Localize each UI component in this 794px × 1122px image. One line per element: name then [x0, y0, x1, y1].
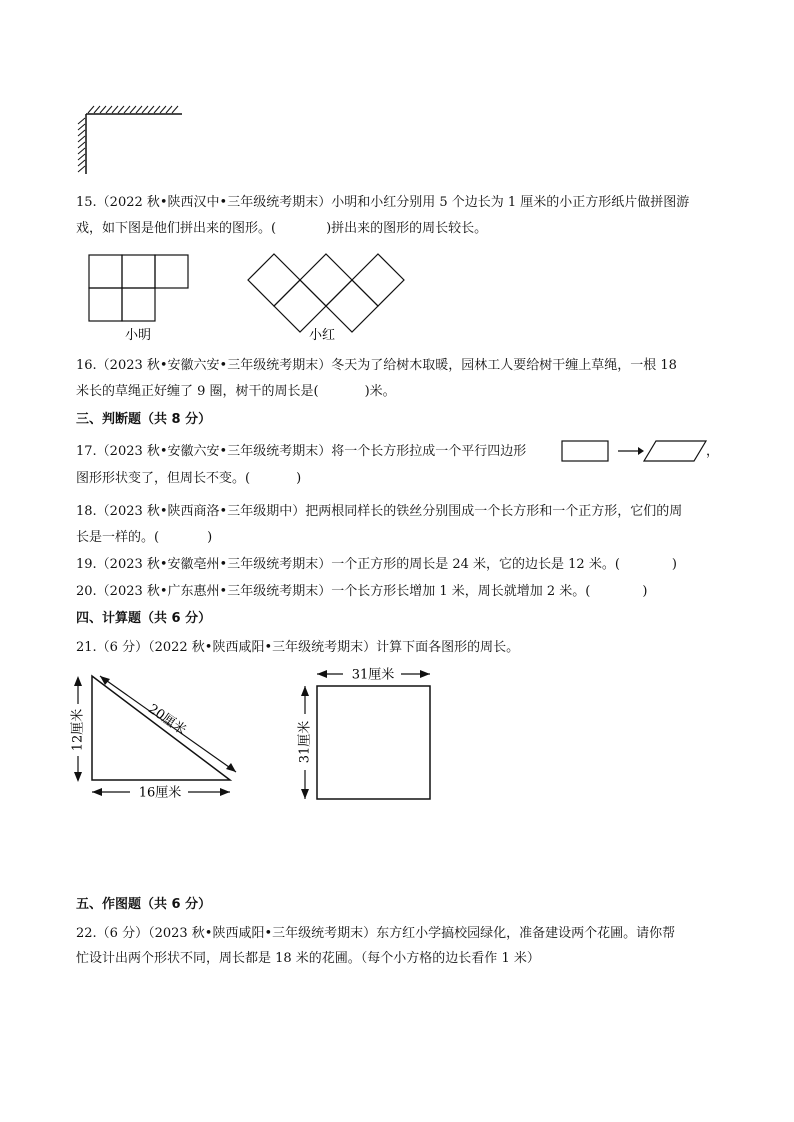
q18-line2-pre: 长是一样的。( — [76, 530, 160, 545]
section3-heading: 三、判断题（共 8 分） — [76, 412, 212, 427]
q17-rectangle — [562, 441, 608, 461]
q19-line — [76, 556, 677, 574]
q15-line2-pre: 戏，如下图是他们拼出来的图形。( — [76, 221, 277, 236]
q21-triangle-figure — [70, 668, 250, 803]
xiaohong-shape — [248, 254, 404, 332]
q16-line2-post: )米。 — [364, 384, 396, 399]
q15-figures — [80, 246, 410, 348]
q19-pre: 19.（2023 秋•安徽亳州•三年级统考期末）一个正方形的周长是 24 米，它的边长是 12 米。( — [76, 557, 620, 572]
section4-heading: 四、计算题（共 6 分） — [76, 611, 212, 626]
q20-line — [76, 583, 647, 601]
q17-arrow-head — [638, 447, 644, 455]
sq-top-label: 31厘米 — [351, 667, 395, 683]
q16-line2-pre: 米长的草绳正好缠了 9 圈，树干的周长是( — [76, 384, 319, 399]
q15-line2 — [76, 220, 487, 238]
q18-line1: 18.（2023 秋•陕西商洛•三年级期中）把两根同样长的铁丝分别围成一个长方形和一个正方形，它们的周 — [76, 504, 683, 519]
q22-line1: 22.（6 分）（2023 秋•陕西咸阳•三年级统考期末）东方红小学搞校园绿化，准备建设两个花圃。请你帮 — [76, 926, 676, 941]
q17-line2-pre: 图形形状变了，但周长不变。( — [76, 471, 251, 486]
square-shape — [317, 686, 430, 799]
q17-line1-tail: ， — [706, 444, 720, 459]
q21-square-figure — [295, 664, 440, 804]
q18-line2 — [76, 529, 212, 547]
q20-post: ) — [642, 584, 648, 599]
q17-line2-post: ) — [296, 471, 302, 486]
section5-heading: 五、作图题（共 6 分） — [76, 897, 212, 912]
q19-post: ) — [671, 557, 677, 572]
q22-line2: 忙设计出两个形状不同，周长都是 18 米的花圃。（每个小方格的边长看作 1 米） — [76, 951, 540, 966]
q17-parallelogram — [644, 441, 706, 461]
q16-line2 — [76, 383, 396, 401]
xiaoming-label: 小明 — [124, 328, 152, 343]
q18-line2-post: ) — [207, 530, 213, 545]
sq-left-label: 31厘米 — [297, 720, 313, 764]
q21-line1: 21.（6 分）（2022 秋•陕西咸阳•三年级统考期末）计算下面各图形的周长。 — [76, 640, 520, 655]
q15-line1: 15.（2022 秋•陕西汉中•三年级统考期末）小明和小红分别用 5 个边长为 1 厘米的小正方形纸片做拼图游 — [76, 195, 690, 210]
q16-line1: 16.（2023 秋•安徽六安•三年级统考期末）冬天为了给树木取暖，园林工人要给树干缠上草绳，一根 18 — [76, 358, 677, 373]
tri-base-label: 16厘米 — [138, 785, 182, 801]
xiaohong-label: 小红 — [308, 328, 336, 343]
q15-line2-post: )拼出来的图形的周长较长。 — [326, 221, 488, 236]
xiaoming-shape — [89, 255, 188, 321]
q20-pre: 20.（2023 秋•广东惠州•三年级统考期末）一个长方形长增加 1 米，周长就增加 2 米。( — [76, 584, 591, 599]
q17-line1: 17.（2023 秋•安徽六安•三年级统考期末）将一个长方形拉成一个平行四边形 — [76, 444, 527, 459]
q17-rect-to-parallelogram — [560, 438, 710, 466]
q17-line2 — [76, 470, 301, 488]
angle-wall-figure — [72, 104, 188, 176]
tri-height-label: 12厘米 — [70, 708, 86, 752]
triangle-shape — [92, 676, 230, 780]
tri-hyp-label: 20厘米 — [145, 701, 189, 739]
